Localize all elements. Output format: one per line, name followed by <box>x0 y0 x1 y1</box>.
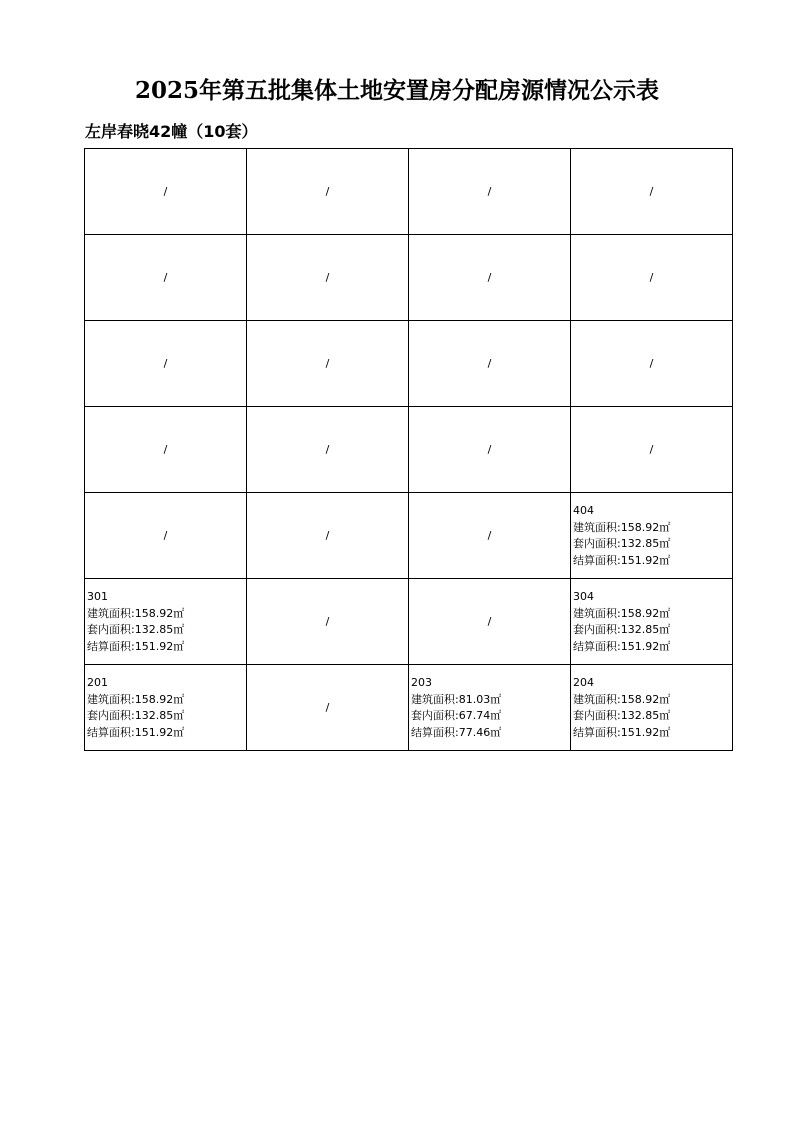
empty-mark: / <box>487 357 492 370</box>
empty-mark: / <box>325 357 330 370</box>
empty-cell <box>571 407 733 493</box>
building-area: 建筑面积:158.92㎡ <box>87 606 185 620</box>
empty-mark: / <box>487 185 492 198</box>
building-subtitle: 左岸春晓42幢（10套） <box>85 122 258 141</box>
empty-mark: / <box>163 185 168 198</box>
empty-cell <box>571 235 733 321</box>
table-row <box>85 493 733 579</box>
inner-area: 套内面积:67.74㎡ <box>411 709 502 722</box>
empty-cell <box>85 407 247 493</box>
inner-area: 套内面积:132.85㎡ <box>573 537 671 550</box>
unit-info <box>411 675 501 741</box>
unit-number: 301 <box>87 590 108 603</box>
building-area: 建筑面积:158.92㎡ <box>573 606 671 620</box>
unit-cell <box>85 579 247 665</box>
empty-cell <box>409 235 571 321</box>
empty-cell <box>409 579 571 665</box>
empty-cell <box>247 493 409 579</box>
empty-mark: / <box>649 271 654 284</box>
empty-cell <box>247 407 409 493</box>
building-area: 建筑面积:81.03㎡ <box>411 692 502 706</box>
empty-cell <box>247 149 409 235</box>
settlement-area: 结算面积:77.46㎡ <box>411 725 502 739</box>
unit-cell <box>571 579 733 665</box>
unit-info <box>573 589 670 655</box>
empty-mark: / <box>163 271 168 284</box>
unit-number: 404 <box>573 504 594 517</box>
building-area: 建筑面积:158.92㎡ <box>573 692 671 706</box>
settlement-area: 结算面积:151.92㎡ <box>573 725 671 739</box>
page-title: 2025年第五批集体土地安置房分配房源情况公示表 <box>134 77 659 104</box>
empty-mark: / <box>325 271 330 284</box>
empty-cell <box>247 321 409 407</box>
building-area: 建筑面积:158.92㎡ <box>87 692 185 706</box>
inner-area: 套内面积:132.85㎡ <box>573 709 671 722</box>
unit-info <box>573 503 670 569</box>
inner-area: 套内面积:132.85㎡ <box>87 623 185 636</box>
empty-mark: / <box>325 185 330 198</box>
inner-area: 套内面积:132.85㎡ <box>87 709 185 722</box>
unit-number: 204 <box>573 676 594 689</box>
housing-grid <box>84 148 733 751</box>
empty-cell <box>85 321 247 407</box>
empty-cell <box>85 235 247 321</box>
empty-cell <box>247 235 409 321</box>
unit-number: 203 <box>411 676 432 689</box>
empty-mark: / <box>487 443 492 456</box>
unit-info <box>87 675 184 741</box>
empty-mark: / <box>649 443 654 456</box>
empty-cell <box>85 149 247 235</box>
building-area: 建筑面积:158.92㎡ <box>573 520 671 534</box>
unit-info <box>87 589 184 655</box>
unit-cell <box>571 665 733 751</box>
settlement-area: 结算面积:151.92㎡ <box>573 639 671 653</box>
table-row <box>85 321 733 407</box>
empty-cell <box>409 407 571 493</box>
unit-info <box>573 675 670 741</box>
unit-number: 201 <box>87 676 108 689</box>
unit-number: 304 <box>573 590 594 603</box>
settlement-area: 结算面积:151.92㎡ <box>87 639 185 653</box>
empty-cell <box>571 321 733 407</box>
inner-area: 套内面积:132.85㎡ <box>573 623 671 636</box>
empty-cell <box>247 579 409 665</box>
empty-mark: / <box>325 529 330 542</box>
settlement-area: 结算面积:151.92㎡ <box>573 553 671 567</box>
table-row <box>85 407 733 493</box>
empty-mark: / <box>487 615 492 628</box>
empty-mark: / <box>163 357 168 370</box>
empty-cell <box>409 149 571 235</box>
unit-cell <box>85 665 247 751</box>
empty-cell <box>409 321 571 407</box>
table-row <box>85 235 733 321</box>
unit-cell <box>409 665 571 751</box>
empty-mark: / <box>163 443 168 456</box>
empty-mark: / <box>649 185 654 198</box>
empty-mark: / <box>649 357 654 370</box>
table-row <box>85 579 733 665</box>
unit-cell <box>571 493 733 579</box>
empty-cell <box>571 149 733 235</box>
empty-mark: / <box>487 529 492 542</box>
housing-grid-body <box>85 149 733 751</box>
empty-cell <box>85 493 247 579</box>
settlement-area: 结算面积:151.92㎡ <box>87 725 185 739</box>
empty-mark: / <box>163 529 168 542</box>
empty-mark: / <box>487 271 492 284</box>
empty-cell <box>409 493 571 579</box>
table-row <box>85 149 733 235</box>
empty-cell <box>247 665 409 751</box>
table-row <box>85 665 733 751</box>
empty-mark: / <box>325 701 330 714</box>
empty-mark: / <box>325 615 330 628</box>
empty-mark: / <box>325 443 330 456</box>
